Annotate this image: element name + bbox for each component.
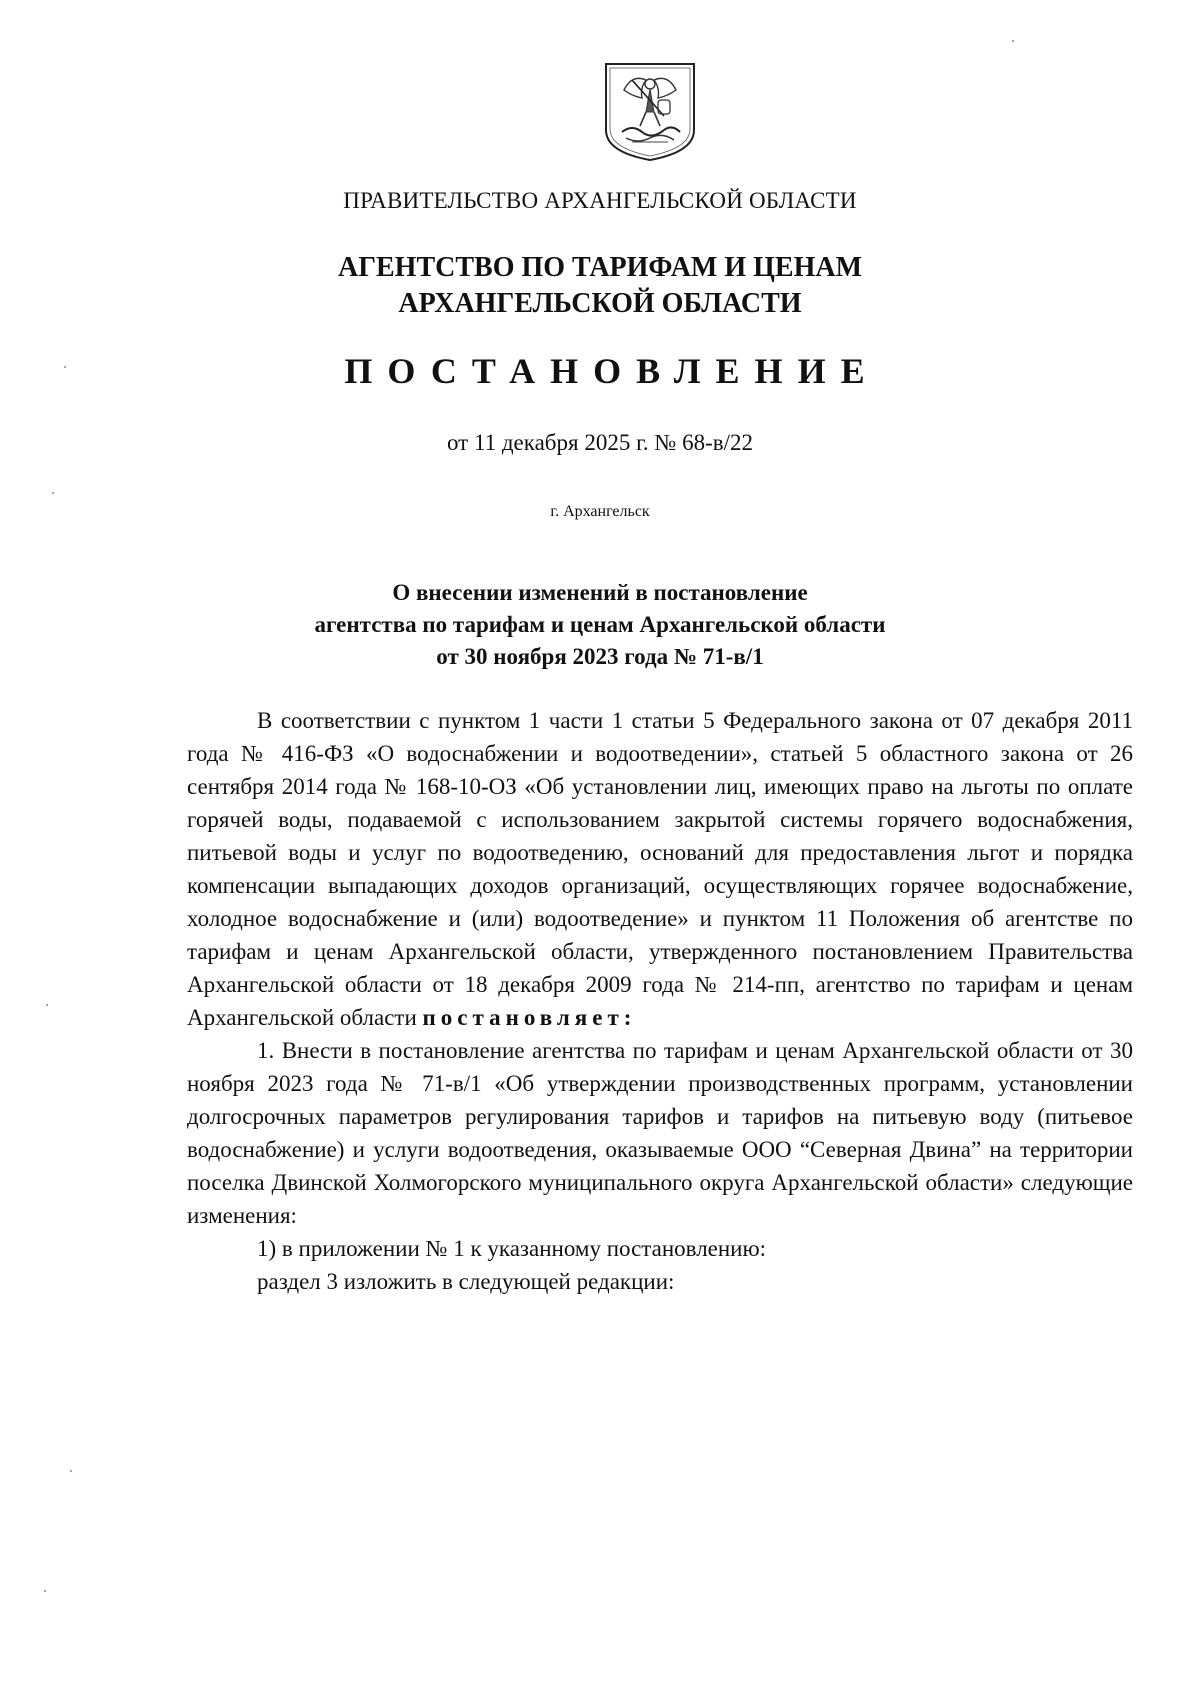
document-title-line2: агентства по тарифам и ценам Архангельской области	[314, 612, 886, 637]
document-title-line3: от 30 ноября 2023 года № 71-в/1	[436, 644, 764, 669]
agency-name-line1: АГЕНТСТВО ПО ТАРИФАМ И ЦЕНАМ	[337, 252, 863, 283]
scan-speck	[52, 492, 54, 494]
preamble-paragraph	[187, 704, 1133, 1034]
archangel-coat-of-arms-icon	[602, 60, 698, 164]
scan-speck	[1012, 40, 1014, 42]
government-name: ПРАВИТЕЛЬСТВО АРХАНГЕЛЬСКОЙ ОБЛАСТИ	[343, 188, 857, 213]
scan-speck	[70, 1470, 72, 1472]
scan-speck	[64, 366, 66, 368]
document-city: г. Архангельск	[550, 503, 650, 520]
preamble-text: В соответствии с пунктом 1 части 1 статьи 5 Федерального закона от 07 декабря 2011 года № 416-ФЗ «О водоснабжении и водоотведении», статьей 5 областного закона от 26 сентября 2014 года № 168-10-ОЗ «Об установлении лиц, имеющих право на льготы по оплате горячей воды, подаваемой с использованием закрытой системы горячего водоснабжения, питьевой воды и услуг по водоотведению, оснований для предоставления льгот и порядка компенсации выпадающих доходов организаций, осуществляющих горячее водоснабжение, холодное водоснабжение и (или) водоотведение» и пунктом 11 Положения об агентстве по тарифам и ценам Архангельской области, утвержденного постановлением Правительства Архангельской области от 18 декабря 2009 года № 214-пп, агентство по тарифам и ценам Архангельской области	[187, 708, 1133, 1030]
subitem-1-text: раздел 3 изложить в следующей редакции:	[257, 1269, 675, 1294]
document-title	[0, 577, 1200, 673]
document-title-line1: О внесении изменений в постановление	[392, 580, 808, 605]
document-date-number: от 11 декабря 2025 г. № 68-в/22	[446, 430, 754, 455]
agency-name-line2: АРХАНГЕЛЬСКОЙ ОБЛАСТИ	[398, 288, 802, 319]
subitem-1-paragraph: 1) в приложении № 1 к указанному постановлению:	[257, 1236, 767, 1261]
resolves-word: постановляет:	[422, 1005, 637, 1030]
scan-speck	[44, 1590, 46, 1592]
document-type: ПОСТАНОВЛЕНИЕ	[344, 351, 880, 391]
scan-speck	[46, 1004, 48, 1006]
document-body	[187, 704, 1133, 1298]
agency-name	[0, 250, 1200, 322]
item-1-paragraph: 1. Внести в постановление агентства по тарифам и ценам Архангельской области от 30 ноября 2023 года № 71-в/1 «Об утверждении производственных программ, установлении долгосрочных параметров регулирования тарифов и тарифов на питьевую воду (питьевое водоснабжение) и услуги водоотведения, оказываемые ООО “Северная Двина” на территории поселка Двинской Холмогорского муниципального округа Архангельской области» следующие изменения:	[187, 1038, 1133, 1228]
